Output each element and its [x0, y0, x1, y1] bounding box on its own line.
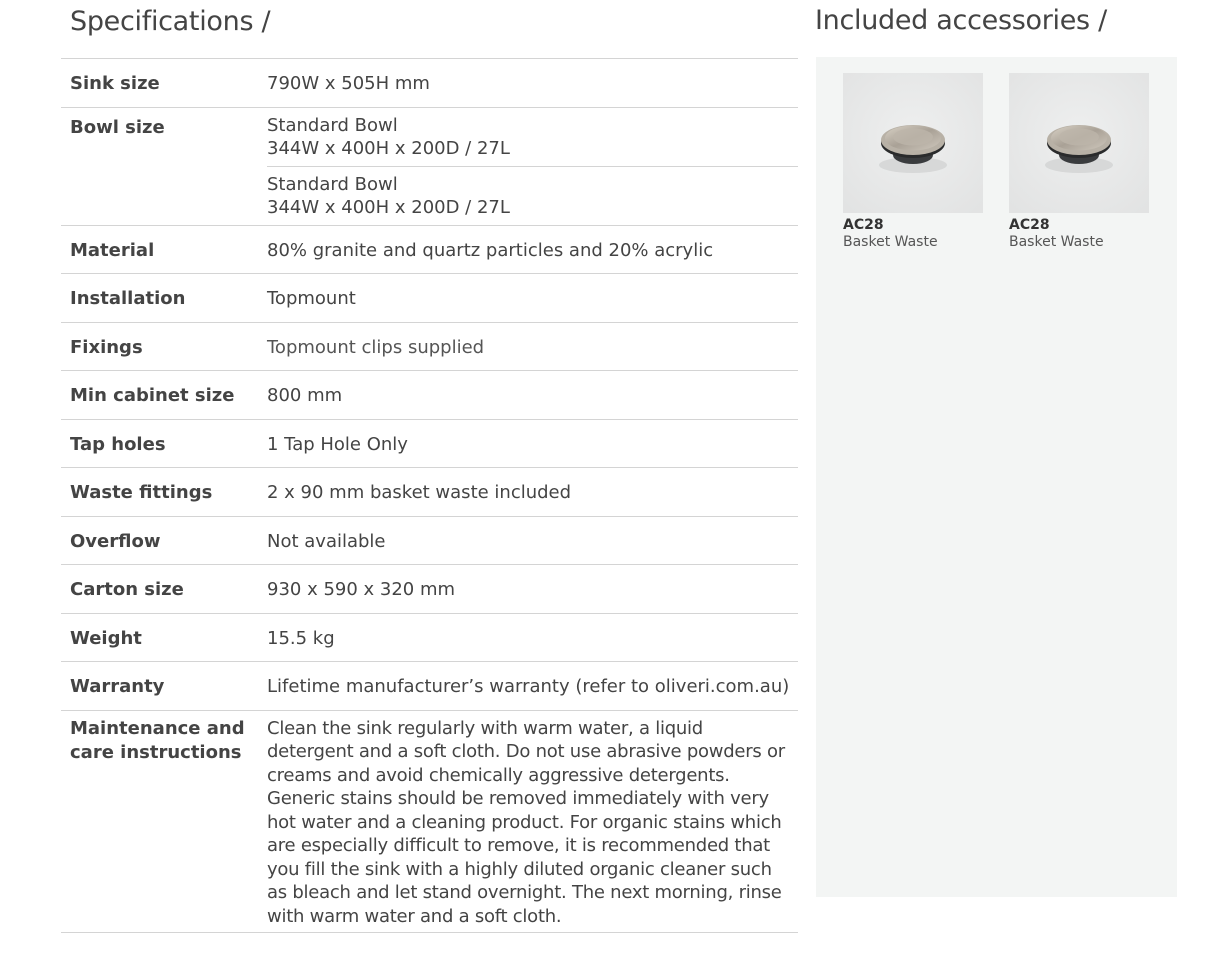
spec-row-tap-holes [61, 420, 798, 469]
spec-value: 15.5 kg [267, 627, 335, 649]
spec-row-weight [61, 614, 798, 663]
specifications-title: Specifications / [70, 6, 271, 37]
spec-row-maintenance [61, 711, 798, 934]
basket-waste-image [1009, 73, 1149, 213]
spec-label: Carton size [70, 579, 184, 600]
spec-row-carton-size [61, 565, 798, 614]
accessory-code: AC28 [843, 217, 884, 233]
spec-row-min-cabinet-size [61, 371, 798, 420]
basket-waste-image [843, 73, 983, 213]
spec-label-line: Maintenance and [70, 717, 245, 739]
accessory-card[interactable] [843, 73, 983, 251]
spec-value: 80% granite and quartz particles and 20% acrylic [267, 239, 714, 261]
spec-value: 930 x 590 x 320 mm [267, 579, 456, 600]
spec-row-fixings [61, 323, 798, 372]
spec-value: Topmount [267, 288, 356, 309]
spec-label-line: care instructions [70, 741, 242, 763]
bowl-dims: 344W x 400H x 200D / 27L [267, 138, 510, 159]
bowl-name: Standard Bowl [267, 114, 398, 136]
accessory-name: Basket Waste [1009, 234, 1104, 250]
spec-value [267, 108, 798, 225]
spec-value: Topmount clips supplied [267, 336, 485, 358]
spec-value: Lifetime manufacturer’s warranty (refer to oliveri.com.au) [267, 676, 790, 697]
spec-label: Warranty [70, 676, 165, 697]
spec-label: Tap holes [70, 433, 166, 455]
accessory-code: AC28 [1009, 217, 1050, 233]
bowl-entry [267, 108, 798, 166]
spec-value: 1 Tap Hole Only [267, 433, 408, 455]
spec-row-installation [61, 274, 798, 323]
spec-row-bowl-size [61, 108, 798, 226]
accessory-name: Basket Waste [843, 234, 938, 250]
spec-label: Sink size [70, 73, 160, 94]
bowl-entry [267, 166, 798, 225]
bowl-dims: 344W x 400H x 200D / 27L [267, 197, 510, 218]
spec-label: Min cabinet size [70, 385, 235, 406]
spec-value: 2 x 90 mm basket waste included [267, 482, 572, 503]
spec-value: 790W x 505H mm [267, 73, 430, 94]
spec-value: Clean the sink regularly with warm water, a liquid detergent and a soft cloth. Do not use abrasive powders or creams and avoid chemically aggressive detergents. Generic stains should be removed immediately with very hot water and a cleaning product. For organic stains which are especially difficult to remove, it is recommended that you fill the sink with a highly diluted organic cleaner such as bleach and let stand overnight. The next morning, rinse with warm water and a soft cloth. [267, 717, 785, 927]
spec-value: Not available [267, 530, 386, 552]
accessories-panel [816, 57, 1177, 897]
spec-row-sink-size [61, 59, 798, 108]
spec-label: Weight [70, 627, 142, 649]
spec-label: Overflow [70, 530, 161, 552]
specifications-table [61, 58, 798, 933]
spec-label [61, 711, 267, 933]
spec-label: Bowl size [70, 116, 165, 138]
accessory-card[interactable] [1009, 73, 1149, 251]
spec-row-waste-fittings [61, 468, 798, 517]
spec-row-overflow [61, 517, 798, 566]
spec-row-material [61, 226, 798, 275]
accessories-title: Included accessories / [815, 5, 1107, 36]
spec-label: Installation [70, 288, 186, 309]
bowl-name: Standard Bowl [267, 173, 398, 195]
spec-row-warranty [61, 662, 798, 711]
spec-label: Waste fittings [70, 482, 213, 503]
spec-label: Fixings [70, 336, 143, 358]
spec-value: 800 mm [267, 385, 343, 406]
spec-label: Material [70, 239, 155, 261]
